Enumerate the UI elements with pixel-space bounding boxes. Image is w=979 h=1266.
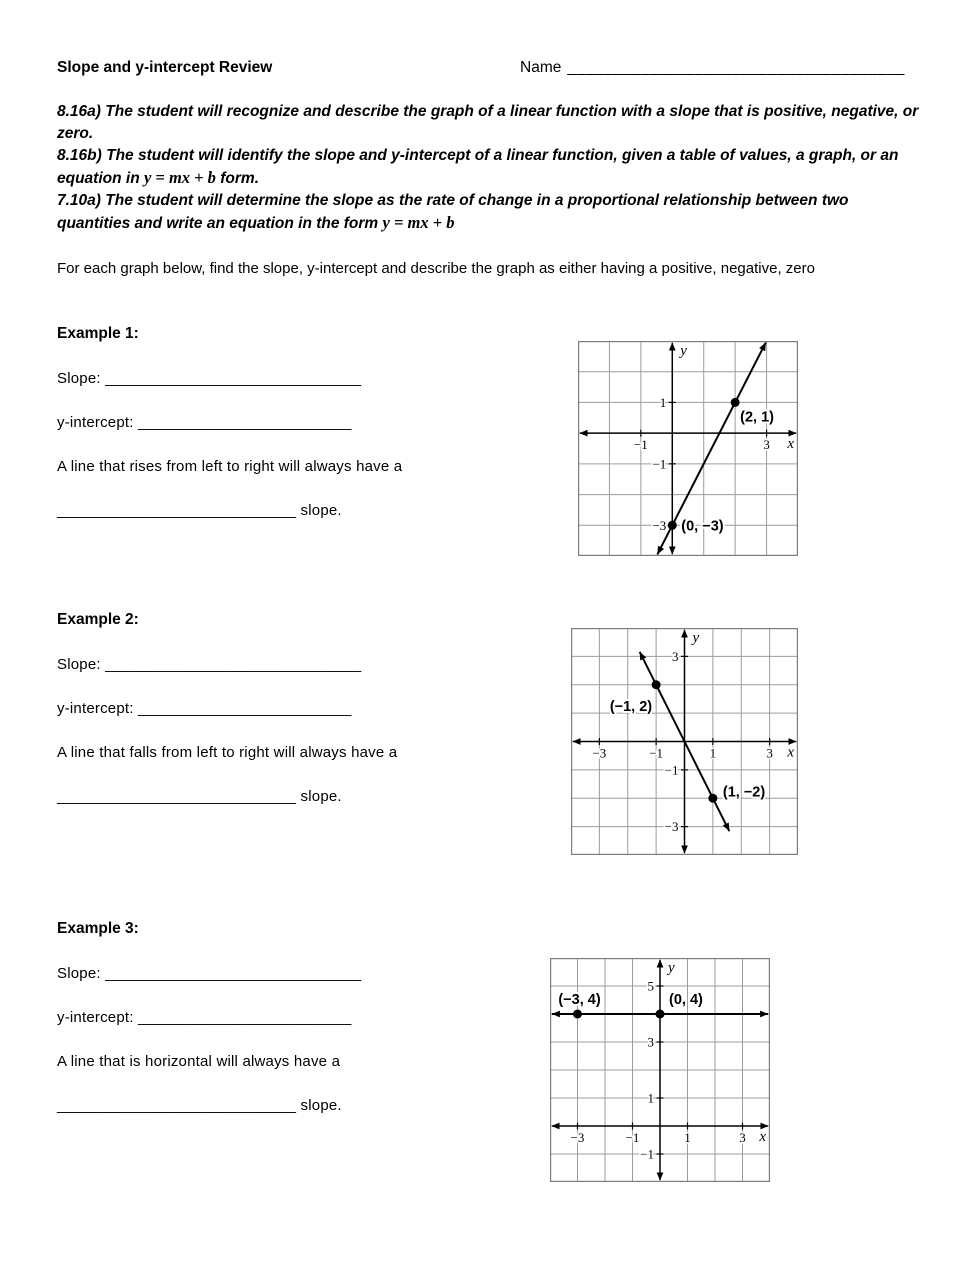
standard-text: form. [215,170,259,187]
example-3-blank-slope-line: ____________________________ slope. [57,1097,342,1114]
point-label: (1, −2) [722,784,766,801]
data-point [652,680,661,689]
y-tick-label: −1 [640,1146,654,1162]
example-2-slope-line: Slope: ______________________________ [57,656,362,673]
example-2-heading: Example 2: [57,611,139,628]
example-3-slope-line: Slope: ______________________________ [57,965,362,982]
point-label: (0, −3) [681,518,724,535]
x-axis-label: x [759,1129,766,1145]
graph-canvas [578,341,798,556]
y-tick-label: 1 [659,394,667,410]
x-tick-label: −1 [633,437,648,453]
graph-canvas [571,628,798,855]
math-expression: y = mx + b [382,213,455,232]
y-tick-label: 5 [647,978,654,994]
y-axis-arrow [681,630,688,638]
example-2-graph [571,628,798,859]
x-tick-label: −1 [625,1130,640,1145]
y-axis-label: y [692,630,700,646]
x-tick-label: 3 [766,745,773,761]
point-label: (2, 1) [740,409,774,426]
y-axis-label: y [668,960,675,976]
name-line [520,59,905,77]
example-3-heading: Example 3: [57,920,139,937]
data-point [731,398,740,407]
line-arrow [552,1011,560,1018]
standard-item [57,190,921,235]
data-point [656,1010,665,1019]
line-arrow [760,1011,768,1018]
example-3-graph [550,958,770,1186]
x-tick-label: −3 [592,745,607,761]
x-axis-label: x [787,744,794,761]
y-tick-label: −1 [652,456,667,472]
example-2-blank-slope-line: ____________________________ slope. [57,788,342,805]
y-tick-label: 1 [647,1090,654,1106]
y-tick-label: −1 [664,762,679,778]
instructions: For each graph below, find the slope, y-intercept and describe the graph as either having a positive, negative, zero [57,260,815,277]
point-label: (−3, 4) [558,992,601,1008]
name-label: Name [520,59,562,76]
y-axis-label: y [680,343,687,359]
y-axis-arrow [657,960,664,968]
y-axis-arrow [669,547,676,555]
example-3 [57,920,527,1141]
example-1 [57,325,527,546]
example-1-graph [578,341,798,560]
y-axis-arrow [657,1173,664,1181]
example-3-sentence: A line that is horizontal will always have a [57,1053,341,1070]
x-tick-label: 1 [684,1130,691,1145]
name-blank: _____________________________________ [567,59,905,76]
x-axis-arrow [573,738,581,745]
x-tick-label: 3 [739,1130,746,1145]
math-expression: y = mx + b [143,168,216,187]
example-1-heading: Example 1: [57,325,139,342]
y-axis-arrow [669,343,676,351]
example-2-y-intercept-line: y-intercept: _________________________ [57,700,352,717]
graph-canvas [550,958,770,1182]
point-label: (0, 4) [669,992,703,1008]
x-tick-label: −3 [570,1130,585,1145]
x-axis-arrow [580,430,588,437]
standard-text: 8.16a) The student will recognize and describe the graph of a linear function with a slope that is positive, negative, or zero. [57,103,919,142]
data-point [668,521,677,530]
x-tick-label: 1 [709,745,717,761]
x-axis-label: x [787,436,794,453]
y-tick-label: −3 [664,819,679,835]
x-axis-arrow [552,1123,560,1130]
example-2 [57,611,527,832]
page-title: Slope and y-intercept Review [57,59,273,76]
data-point [573,1010,582,1019]
example-1-blank-slope-line: ____________________________ slope. [57,502,342,519]
y-tick-label: 3 [672,648,679,664]
standard-text: 7.10a) The student will determine the slope as the rate of change in a proportional relationship between two quantities and write an equation in the form [57,192,849,232]
example-3-y-intercept-line: y-intercept: _________________________ [57,1009,352,1026]
y-tick-label: 3 [647,1034,654,1050]
y-tick-label: −3 [652,517,667,533]
standards [57,101,921,235]
x-tick-label: 3 [763,437,770,453]
y-axis-arrow [681,846,688,854]
example-1-sentence: A line that rises from left to right will always have a [57,458,403,475]
x-tick-label: −1 [649,745,664,761]
point-label: (−1, 2) [609,698,653,715]
standard-text: 8.16b) The student will identify the slope and y-intercept of a linear function, given a table of values, a graph, or an equation in [57,147,899,187]
standard-item [57,101,921,145]
standard-item [57,145,921,190]
example-2-sentence: A line that falls from left to right will always have a [57,744,398,761]
example-1-y-intercept-line: y-intercept: _________________________ [57,414,352,431]
example-1-slope-line: Slope: ______________________________ [57,370,362,387]
data-point [708,794,717,803]
